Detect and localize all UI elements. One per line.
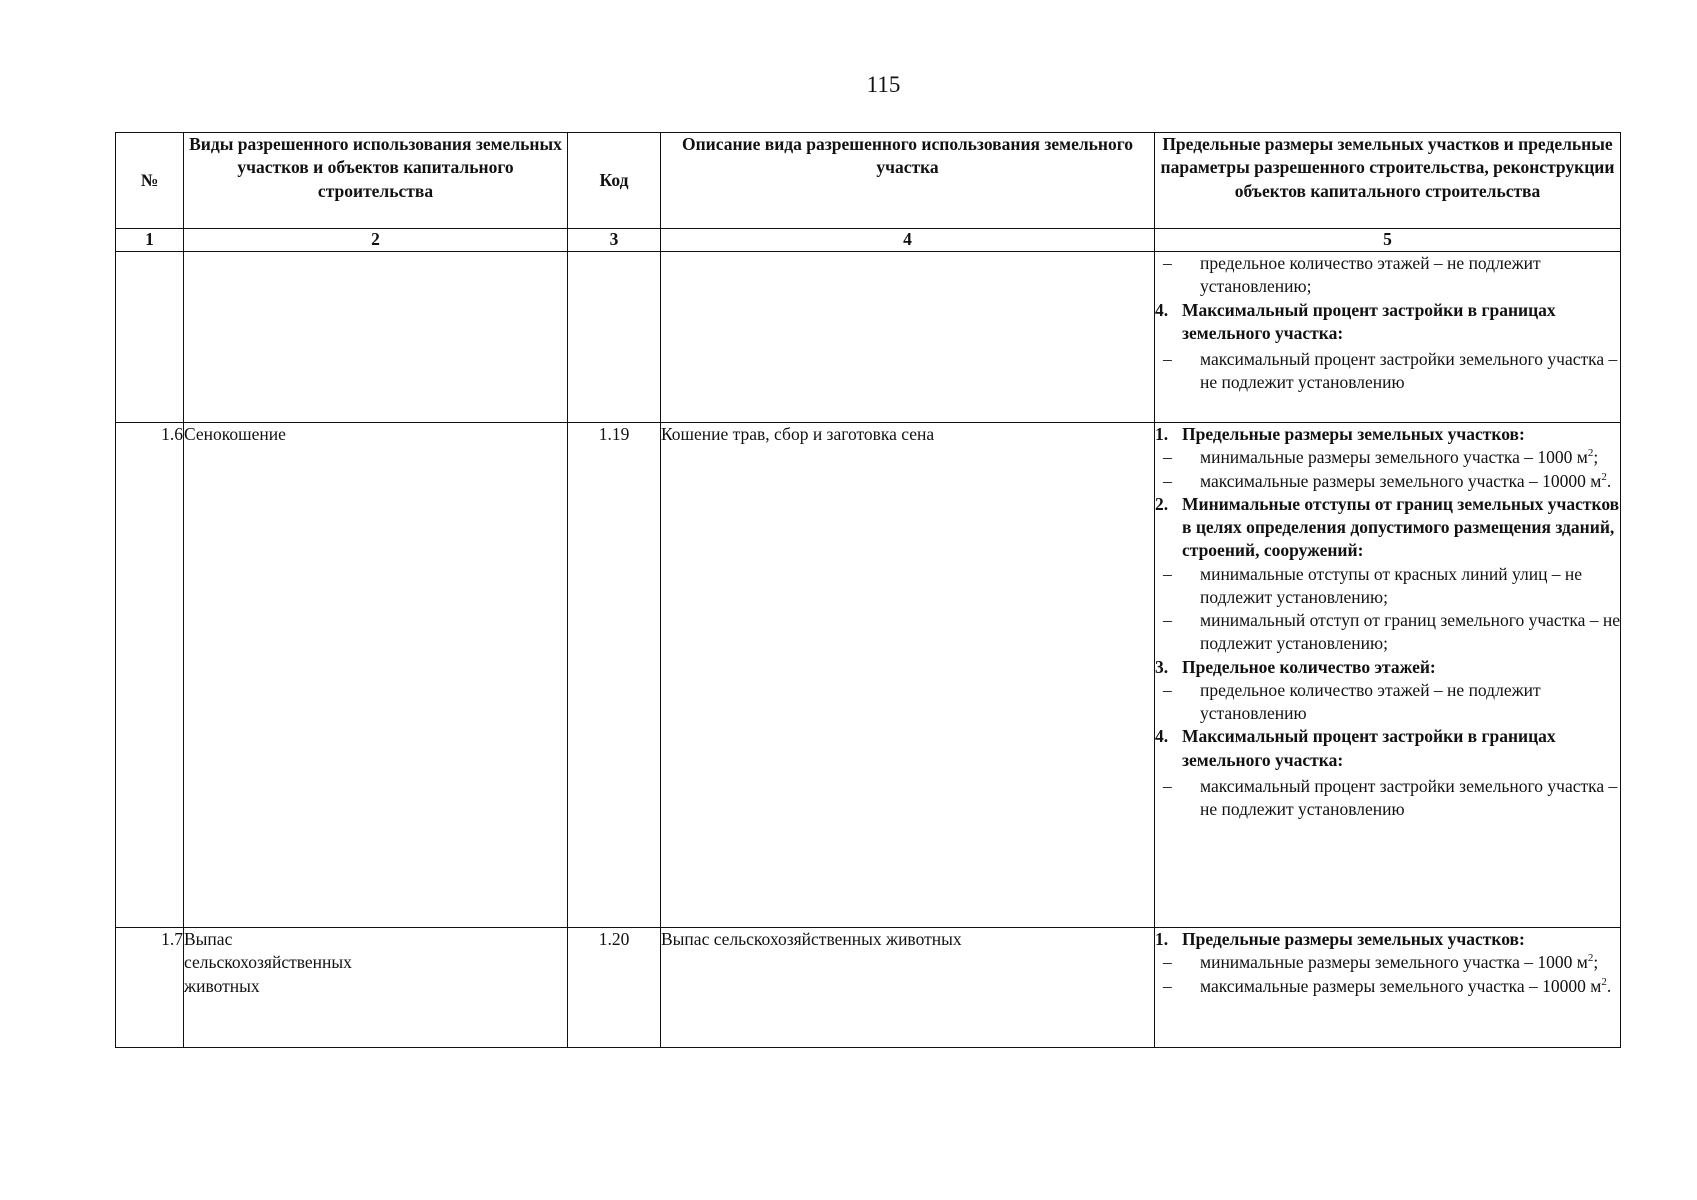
item-text: минимальные отступы от красных линий улиц – не подлежит установлению; <box>1200 563 1583 607</box>
list-item <box>1155 563 1620 610</box>
column-number: 5 <box>1155 229 1621 252</box>
item-text-end: ; <box>1593 447 1599 468</box>
dash-bullet: – <box>1163 975 1172 996</box>
list-item <box>1155 446 1620 469</box>
row-description: Выпас сельскохозяйственных животных <box>661 928 1155 1048</box>
section-number: 1. <box>1155 424 1169 444</box>
section-number: 4. <box>1155 299 1169 320</box>
dash-bullet: – <box>1163 447 1172 468</box>
section-title <box>1155 656 1620 679</box>
row-number: 1.7 <box>116 928 184 1048</box>
item-text-end: . <box>1606 975 1612 996</box>
row-parameters <box>1155 423 1621 928</box>
item-text: минимальный отступ от границ земельного участка – не подлежит установлению; <box>1200 610 1620 654</box>
dash-bullet: – <box>1163 470 1172 491</box>
list-item <box>1155 951 1620 974</box>
row-code: 1.19 <box>568 423 661 928</box>
section-text: Минимальные отступы от границ земельных участков в целях определения допустимого размещения зданий, строений, сооружений: <box>1182 493 1620 561</box>
item-text-main: минимальные размеры земельного участка – 1000 м <box>1200 952 1588 973</box>
item-text-end: ; <box>1593 952 1599 973</box>
row-name-line: животных <box>184 975 260 996</box>
row-code <box>568 252 661 423</box>
regulations-table <box>115 132 1621 1048</box>
section-number: 1. <box>1155 929 1169 949</box>
table-row <box>116 252 1621 423</box>
dash-bullet: – <box>1163 952 1172 973</box>
row-name <box>184 252 568 423</box>
column-number: 1 <box>116 229 184 252</box>
row-number: 1.6 <box>116 423 184 928</box>
dash-bullet: – <box>1163 349 1172 370</box>
section-text: Предельные размеры земельных участков: <box>1182 929 1525 949</box>
item-text <box>1200 951 1598 974</box>
dash-bullet: – <box>1163 563 1172 584</box>
section-title <box>1155 493 1620 563</box>
row-code: 1.20 <box>568 928 661 1048</box>
item-text: предельное количество этажей – не подлежит установлению; <box>1200 253 1541 297</box>
row-parameters <box>1155 928 1621 1048</box>
list-item <box>1155 609 1620 656</box>
superscript: 2 <box>1601 470 1607 483</box>
superscript: 2 <box>1601 975 1607 988</box>
list-item <box>1155 775 1620 822</box>
section-text: Предельное количество этажей: <box>1182 656 1436 677</box>
item-text-end: . <box>1606 470 1612 491</box>
superscript: 2 <box>1587 952 1594 965</box>
superscript: 2 <box>1587 447 1594 460</box>
item-text-main: минимальные размеры земельного участка – 1000 м <box>1200 447 1588 468</box>
row-name-line: Выпас <box>184 929 233 949</box>
item-text: максимальный процент застройки земельного участка – не подлежит установлению <box>1200 349 1618 393</box>
row-name <box>184 928 568 1048</box>
dash-bullet: – <box>1163 253 1172 273</box>
dash-bullet: – <box>1163 610 1172 631</box>
row-description <box>661 252 1155 423</box>
column-number: 4 <box>661 229 1155 252</box>
row-name-line: сельскохозяйственных <box>184 952 352 973</box>
item-text: максимальный процент застройки земельного участка – не подлежит установлению <box>1200 775 1618 820</box>
dash-bullet: – <box>1163 679 1172 700</box>
section-title <box>1155 299 1620 346</box>
row-parameters <box>1155 252 1621 423</box>
header-code: Код <box>568 133 661 229</box>
list-item <box>1155 470 1620 493</box>
item-text <box>1200 470 1611 493</box>
item-text <box>1200 446 1598 469</box>
section-text: Предельные размеры земельных участков: <box>1182 424 1525 444</box>
item-text: предельное количество этажей – не подлежит установлению <box>1200 679 1541 724</box>
item-text-main: максимальные размеры земельного участка – 10000 м <box>1200 470 1602 491</box>
header-description: Описание вида разрешенного использования земельного участка <box>661 133 1155 229</box>
table-row <box>116 928 1621 1048</box>
section-text: Максимальный процент застройки в границах земельного участка: <box>1182 299 1556 343</box>
dash-bullet: – <box>1163 775 1172 796</box>
row-number <box>116 252 184 423</box>
header-limits: Предельные размеры земельных участков и предельные параметры разрешенного строительства, реконструкции объектов капитального строительства <box>1155 133 1621 229</box>
section-number: 2. <box>1155 493 1169 514</box>
list-item <box>1155 975 1620 998</box>
page-number: 115 <box>866 72 901 97</box>
section-title <box>1155 423 1620 446</box>
list-item <box>1155 679 1620 726</box>
column-number-row <box>116 229 1621 252</box>
row-name: Сенокошение <box>184 423 568 928</box>
table-row <box>116 423 1621 928</box>
item-text <box>1200 975 1611 998</box>
header-types: Виды разрешенного использования земельных участков и объектов капитального строительства <box>184 133 568 229</box>
column-number: 3 <box>568 229 661 252</box>
section-title <box>1155 928 1620 951</box>
section-number: 4. <box>1155 726 1169 747</box>
section-title <box>1155 725 1620 772</box>
list-item <box>1155 252 1620 299</box>
table-header-row <box>116 133 1621 229</box>
section-number: 3. <box>1155 656 1169 677</box>
column-number: 2 <box>184 229 568 252</box>
list-item <box>1155 348 1620 395</box>
item-text-main: максимальные размеры земельного участка – 10000 м <box>1200 975 1602 996</box>
row-description: Кошение трав, сбор и заготовка сена <box>661 423 1155 928</box>
header-no: № <box>116 133 184 229</box>
section-text: Максимальный процент застройки в границах земельного участка: <box>1182 726 1556 770</box>
